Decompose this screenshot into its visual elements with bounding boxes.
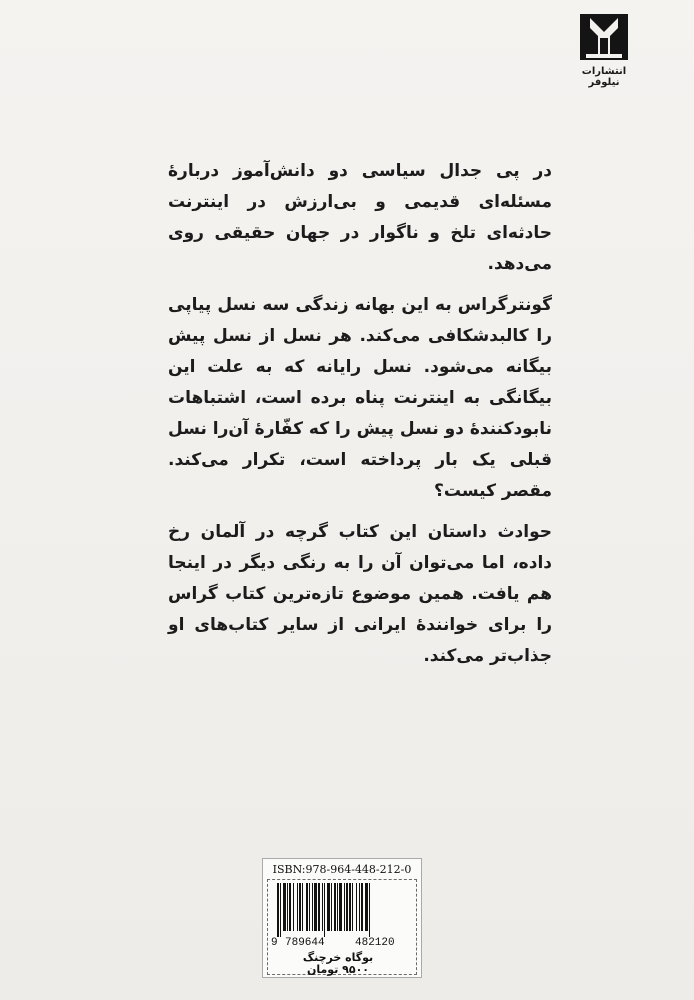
price-label: ۹۵۰۰ تومان xyxy=(306,963,370,976)
publisher-name: انتشارات نیلوفر xyxy=(581,66,627,88)
barcode-bar xyxy=(352,883,353,931)
barcode-digit-first: 9 xyxy=(271,937,278,949)
barcode-bar xyxy=(337,883,338,931)
barcode-bar xyxy=(327,883,330,931)
barcode-bar xyxy=(283,883,286,931)
barcode-bar xyxy=(299,883,301,931)
barcode-bar xyxy=(339,883,342,931)
barcode-bar xyxy=(369,883,370,937)
barcode-bar xyxy=(293,883,294,931)
barcode-bar xyxy=(312,883,313,931)
barcode-digits-right: 482120 xyxy=(355,937,395,949)
barcode-bar xyxy=(361,883,363,931)
nilufar-logo-icon xyxy=(580,14,628,64)
barcode-bar xyxy=(302,883,303,931)
barcode-bar xyxy=(309,883,310,931)
barcode-bar xyxy=(280,883,281,937)
barcode-bar xyxy=(349,883,351,931)
barcode-bar xyxy=(356,883,357,931)
barcode-bar xyxy=(346,883,348,931)
barcode-bar xyxy=(331,883,332,931)
barcode-digits-left: 789644 xyxy=(285,937,325,949)
barcode-bar xyxy=(344,883,345,931)
barcode-bar xyxy=(277,883,279,937)
blurb-text xyxy=(168,156,552,682)
barcode-bar xyxy=(318,883,320,931)
store-label: بوگاه خرچنگ xyxy=(302,951,374,964)
barcode-bar xyxy=(334,883,336,931)
blurb-paragraph: حوادث داستان این کتاب گرچه در آلمان رخ داده، اما می‌توان آن را به رنگی دیگر در اینجا هم یافت. همین موضوع تازه‌ترین کتاب گراس را برای خوانندهٔ ایرانی از سایر کتاب‌های او جذاب‌تر می‌کند. xyxy=(168,522,552,666)
blurb-paragraph: گونترگراس به این بهانه زندگی سه نسل پیاپی را کالبدشکافی می‌کند. هر نسل از نسل پیش بیگانه می‌شود. نسل رایانه که به علت این بیگانگی به اینترنت پناه برده است، اشتباهات نابودکنندهٔ دو نسل پیش را که کفّارهٔ آن‌را نسل قبلی یک بار پرداخته است، تکرار می‌کند. مقصر کیست؟ xyxy=(168,295,552,501)
barcode-icon xyxy=(271,883,413,937)
barcode-bar xyxy=(365,883,368,931)
publisher-logo xyxy=(568,14,640,88)
barcode-bar xyxy=(297,883,298,931)
isbn-label: ISBN:978-964-448-212-0 xyxy=(272,863,412,876)
barcode-bar xyxy=(289,883,291,931)
barcode-sticker xyxy=(262,858,422,978)
blurb-paragraph: در پی جدال سیاسی دو دانش‌آموز دربارهٔ مسئله‌ای قدیمی و بی‌ارزش در اینترنت حادثه‌ای تلخ و ناگوار در جهان حقیقی روی می‌دهد. xyxy=(168,161,552,274)
barcode-bar xyxy=(359,883,360,931)
barcode-bar xyxy=(322,883,323,931)
barcode-bar xyxy=(287,883,288,931)
barcode-bar xyxy=(306,883,308,931)
barcode-bar xyxy=(324,883,325,937)
barcode-bar xyxy=(314,883,317,931)
